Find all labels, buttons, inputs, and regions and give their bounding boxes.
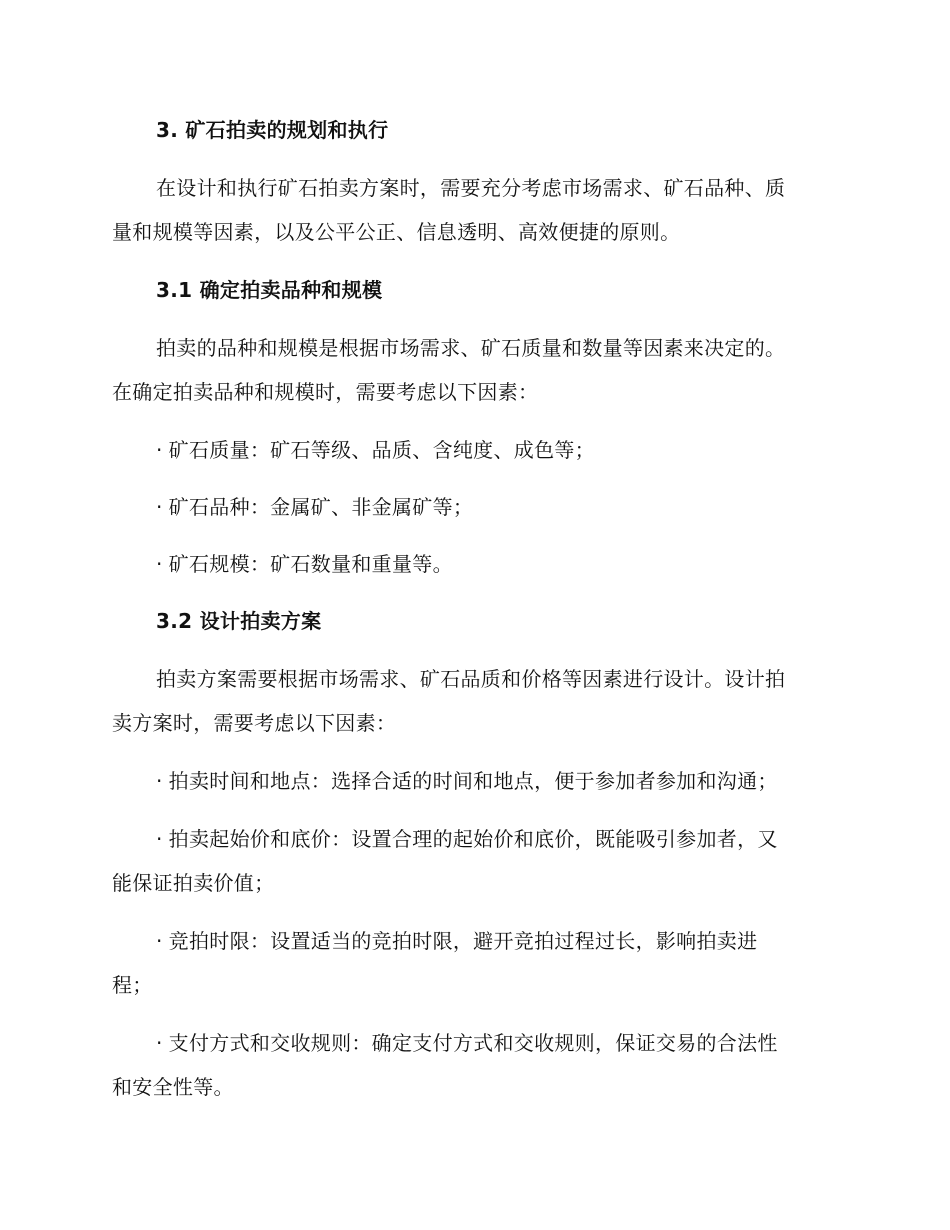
section-3-heading: 3. 矿石拍卖的规划和执行	[156, 118, 389, 142]
list-item	[156, 493, 473, 521]
list-item	[156, 550, 453, 578]
section-3-1-heading: 3.1 确定拍卖品种和规模	[156, 278, 383, 302]
list-item	[156, 1029, 778, 1057]
bullet-dot: ·	[156, 438, 163, 462]
section-3-intro-line-2: 量和规模等因素，以及公平公正、信息透明、高效便捷的原则。	[112, 220, 681, 244]
list-item-continuation: 能保证拍卖价值；	[112, 871, 275, 895]
list-item-text: 竞拍时限：设置适当的竞拍时限，避开竞拍过程过长，影响拍卖进	[168, 929, 758, 953]
section-3-2-heading: 3.2 设计拍卖方案	[156, 609, 322, 633]
bullet-dot: ·	[156, 769, 163, 793]
bullet-dot: ·	[156, 552, 163, 576]
section-3-2-body-line-2: 卖方案时，需要考虑以下因素：	[112, 711, 397, 735]
section-3-2-body-line-1: 拍卖方案需要根据市场需求、矿石品质和价格等因素进行设计。设计拍	[156, 667, 786, 691]
bullet-dot: ·	[156, 929, 163, 953]
section-3-intro-line-1: 在设计和执行矿石拍卖方案时，需要充分考虑市场需求、矿石品种、质	[156, 176, 786, 200]
section-3-1-body-line-1: 拍卖的品种和规模是根据市场需求、矿石质量和数量等因素来决定的。	[156, 336, 786, 360]
list-item-text: 矿石质量：矿石等级、品质、含纯度、成色等；	[168, 438, 595, 462]
bullet-dot: ·	[156, 1031, 163, 1055]
list-item-text: 矿石规模：矿石数量和重量等。	[168, 552, 453, 576]
list-item	[156, 825, 778, 853]
list-item	[156, 436, 595, 464]
bullet-dot: ·	[156, 495, 163, 519]
bullet-dot: ·	[156, 827, 163, 851]
list-item	[156, 927, 757, 955]
section-3-1-body-line-2: 在确定拍卖品种和规模时，需要考虑以下因素：	[112, 380, 539, 404]
list-item-text: 支付方式和交收规则：确定支付方式和交收规则，保证交易的合法性	[168, 1031, 778, 1055]
list-item-continuation: 程；	[112, 973, 153, 997]
list-item-text: 拍卖起始价和底价：设置合理的起始价和底价，既能吸引参加者，又	[168, 827, 778, 851]
list-item	[156, 767, 778, 795]
list-item-text: 拍卖时间和地点：选择合适的时间和地点，便于参加者参加和沟通；	[168, 769, 778, 793]
list-item-continuation: 和安全性等。	[112, 1075, 234, 1099]
list-item-text: 矿石品种：金属矿、非金属矿等；	[168, 495, 474, 519]
